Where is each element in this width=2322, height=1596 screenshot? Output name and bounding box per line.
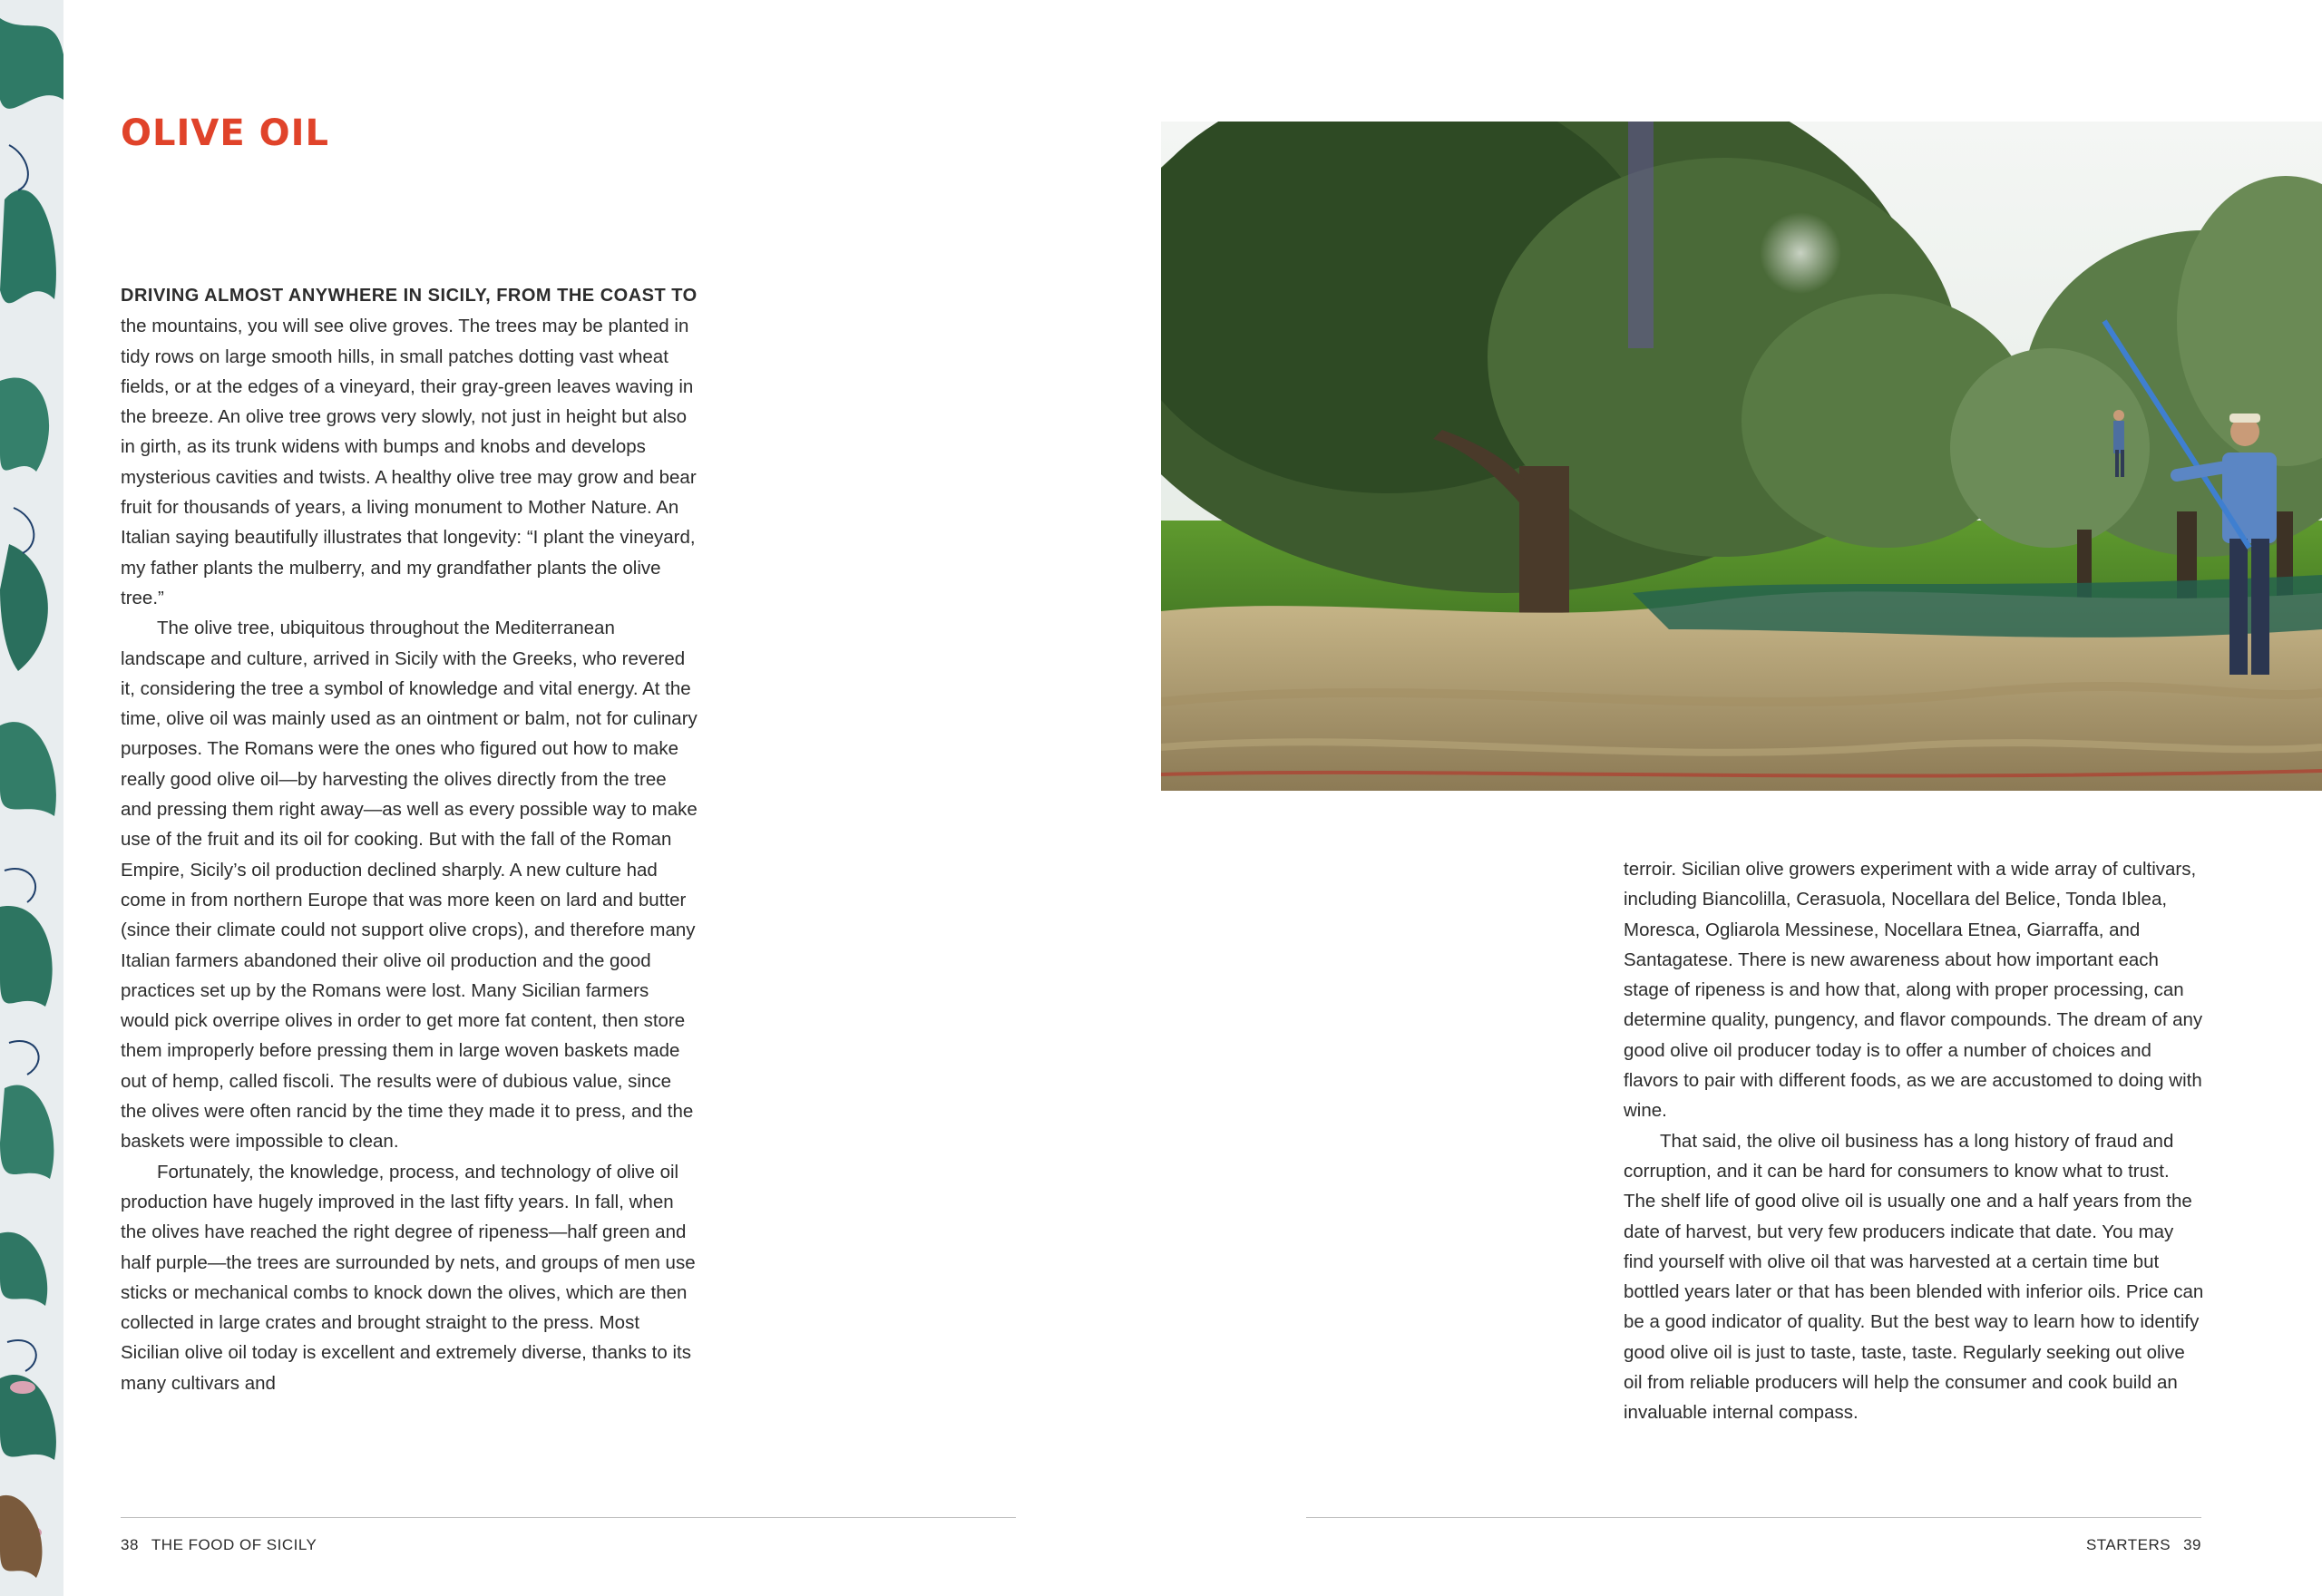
left-text-column <box>121 280 701 1398</box>
lead-in-caps: DRIVING ALMOST ANYWHERE IN SICILY, FROM THE COAST TO <box>121 286 698 306</box>
running-title-right: STARTERS <box>2085 1536 2171 1553</box>
right-text-column <box>1624 854 2204 1428</box>
decorative-tile-border <box>0 0 63 1596</box>
olive-grove-image <box>1161 122 2322 791</box>
footer-rule-right <box>1306 1517 2201 1518</box>
olive-harvest-photo <box>1161 122 2322 791</box>
body-paragraph: Fortunately, the knowledge, process, and technology of olive oil production have hugely improved in the last fifty years. In fall, when the olives have reached the right degree of ripeness—half green and half purple—the trees are surrounded by nets, and groups of men use sticks or mechanical combs to knock down the olives, which are then collected in large crates and brought straight to the press. Most Sicilian olive oil today is excellent and extremely diverse, thanks to its many cultivars and <box>121 1161 696 1394</box>
body-paragraph <box>121 280 701 613</box>
footer-rule-left <box>121 1517 1016 1518</box>
body-paragraph: That said, the olive oil business has a long history of fraud and corruption, and it can be hard for consumers to know what to trust. The shelf life of good olive oil is usually one and a half years from the date of harvest, but very few producers indicate that date. You may find yourself with olive oil that was harvested at a certain time but bottled years later or that has been blended with inferior oils. Price can be a good indicator of quality. But the best way to learn how to identify good olive oil is just to taste, taste, taste. Regularly seeking out olive oil from reliable producers will help the consumer and cook build an invaluable internal compass. <box>1624 1130 2204 1424</box>
running-title-left: THE FOOD OF SICILY <box>151 1536 317 1553</box>
page-number-right: 39 <box>2183 1536 2201 1553</box>
folio-left <box>121 1536 317 1554</box>
body-paragraph: The olive tree, ubiquitous throughout the Mediterranean landscape and culture, arrived in Sicily with the Greeks, who revered it, considering the tree a symbol of knowledge and vital energy. At the time, olive oil was mainly used as an ointment or balm, not for culinary purposes. The Romans were the ones who figured out how to make really good olive oil—by harvesting the olives directly from the tree and pressing them right away—as well as every possible way to make use of the fruit and its oil for cooking. But with the fall of the Roman Empire, Sicily’s oil production declined sharply. A new culture had come in from northern Europe that was more keen on lard and butter (since their climate could not support olive crops), and therefore many Italian farmers abandoned their olive oil production and the good practices set up by the Romans were lost. Many Sicilian farmers would pick overripe olives in order to get more fat content, then store them improperly before pressing them in large woven baskets made out of hemp, called fiscoli. The results were of dubious value, since the olives were often rancid by the time they made it to press, and the baskets were impossible to clean. <box>121 618 698 1153</box>
folio-right <box>2086 1536 2201 1554</box>
section-title: OLIVE OIL <box>121 112 329 154</box>
page-number-left: 38 <box>121 1536 139 1553</box>
body-paragraph: terroir. Sicilian olive growers experiment with a wide array of cultivars, including Biancolilla, Cerasuola, Nocellara del Belice, Tonda Iblea, Moresca, Ogliarola Messinese, Nocellara Etnea, Giarraffa, and Santagatese. There is new awareness about how important each stage of ripeness is and how that, along with proper processing, can determine quality, pungency, and flavor compounds. The dream of any good olive oil producer today is to offer a number of choices and flavors to pair with different foods, as we are accustomed to doing with wine. <box>1624 859 2203 1122</box>
paragraph-text: the mountains, you will see olive groves. The trees may be planted in tidy rows on large smooth hills, in small patches dotting vast wheat fields, or at the edges of a vineyard, their gray-green leaves waving in the breeze. An olive tree grows very slowly, not just in height but also in girth, as its trunk widens with bumps and knobs and develops mysterious cavities and twists. A healthy olive tree may grow and bear fruit for thousands of years, a living monument to Mother Nature. An Italian saying beautifully illustrates that longevity: “I plant the vineyard, my father plants the mulberry, and my grandfather plants the olive tree.” <box>121 316 697 608</box>
tile-pattern-graphic <box>0 0 63 1596</box>
